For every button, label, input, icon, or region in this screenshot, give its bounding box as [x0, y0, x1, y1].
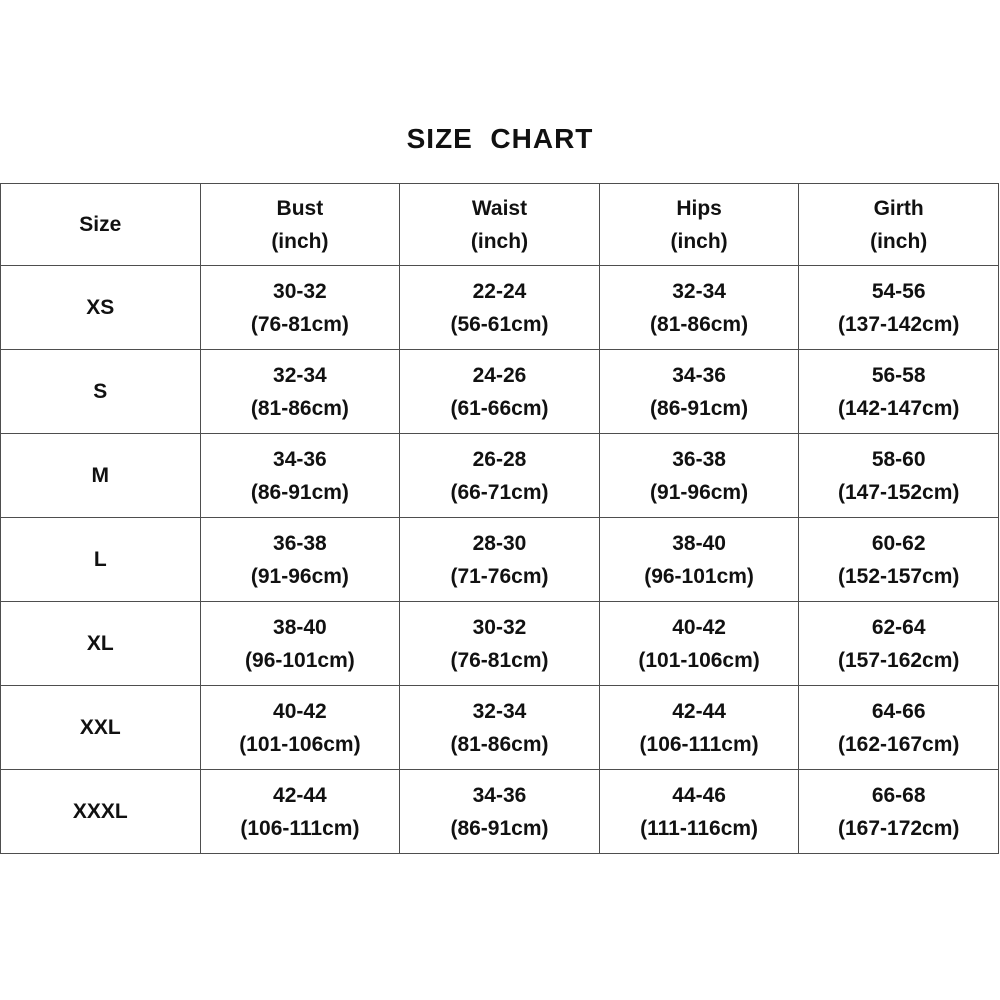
- hips-cm-value: (81-86cm): [650, 312, 749, 336]
- waist-cm-value: (76-81cm): [450, 648, 549, 672]
- girth-cell: [799, 518, 999, 602]
- waist-cm-value: (71-76cm): [450, 564, 549, 588]
- table-row-s: [1, 350, 999, 434]
- waist-inch-value: 22-24: [472, 279, 527, 303]
- waist-inch-value: 32-34: [472, 699, 527, 723]
- bust-cell: [200, 350, 400, 434]
- bust-cell: [200, 686, 400, 770]
- girth-cell: [799, 602, 999, 686]
- waist-cm-value: (56-61cm): [450, 312, 549, 336]
- hips-cell: [599, 266, 799, 350]
- header-bust-unit: (inch): [271, 229, 329, 253]
- bust-cm-value: (81-86cm): [250, 396, 349, 420]
- size-cell: [1, 266, 201, 350]
- table-row-xs: [1, 266, 999, 350]
- header-girth: [799, 184, 999, 266]
- girth-inch-value: 54-56: [871, 279, 926, 303]
- waist-cm-value: (86-91cm): [450, 816, 549, 840]
- size-label: L: [93, 548, 107, 571]
- header-girth-label: Girth: [873, 196, 924, 220]
- table-row-xxxl: [1, 770, 999, 854]
- girth-cell: [799, 266, 999, 350]
- size-label: M: [91, 464, 110, 487]
- size-cell: [1, 350, 201, 434]
- waist-cell: [400, 434, 600, 518]
- hips-cm-value: (96-101cm): [644, 564, 754, 588]
- waist-cell: [400, 602, 600, 686]
- waist-inch-value: 30-32: [472, 615, 527, 639]
- hips-cell: [599, 602, 799, 686]
- bust-cell: [200, 266, 400, 350]
- girth-cell: [799, 770, 999, 854]
- bust-cm-value: (86-91cm): [250, 480, 349, 504]
- size-label: XL: [86, 632, 114, 655]
- hips-cm-value: (111-116cm): [640, 816, 759, 840]
- size-cell: [1, 770, 201, 854]
- hips-cell: [599, 518, 799, 602]
- bust-inch-value: 38-40: [273, 615, 327, 639]
- header-hips-label: Hips: [676, 196, 722, 220]
- waist-cm-value: (81-86cm): [450, 732, 549, 756]
- hips-inch-value: 34-36: [672, 363, 726, 387]
- bust-inch-value: 36-38: [273, 531, 327, 555]
- hips-inch-value: 38-40: [672, 531, 726, 555]
- bust-cm-value: (96-101cm): [245, 648, 355, 672]
- size-cell: [1, 686, 201, 770]
- bust-cm-value: (101-106cm): [239, 732, 361, 756]
- bust-inch-value: 40-42: [273, 699, 327, 723]
- hips-inch-value: 42-44: [672, 699, 726, 723]
- girth-cm-value: (152-157cm): [837, 564, 960, 588]
- girth-cm-value: (147-152cm): [837, 480, 960, 504]
- hips-inch-value: 40-42: [672, 615, 726, 639]
- bust-cell: [200, 518, 400, 602]
- header-row: [1, 184, 999, 266]
- header-waist: [400, 184, 600, 266]
- header-waist-unit: (inch): [470, 229, 529, 253]
- waist-cell: [400, 518, 600, 602]
- header-bust-label: Bust: [276, 196, 324, 220]
- size-label: XXL: [79, 716, 121, 739]
- hips-inch-value: 36-38: [672, 447, 726, 471]
- hips-cell: [599, 350, 799, 434]
- hips-inch-value: 32-34: [672, 279, 726, 303]
- size-label: XXXL: [72, 800, 128, 823]
- girth-cell: [799, 350, 999, 434]
- hips-cm-value: (101-106cm): [638, 648, 760, 672]
- girth-cell: [799, 686, 999, 770]
- waist-cell: [400, 266, 600, 350]
- girth-cm-value: (162-167cm): [837, 732, 960, 756]
- bust-inch-value: 42-44: [273, 783, 327, 807]
- size-label: XS: [86, 296, 115, 319]
- bust-inch-value: 34-36: [273, 447, 327, 471]
- header-hips: [599, 184, 799, 266]
- bust-cell: [200, 602, 400, 686]
- girth-inch-value: 64-66: [871, 699, 926, 723]
- waist-inch-value: 34-36: [472, 783, 527, 807]
- header-girth-unit: (inch): [870, 229, 928, 253]
- bust-inch-value: 32-34: [273, 363, 327, 387]
- header-size: [1, 184, 201, 266]
- size-cell: [1, 434, 201, 518]
- waist-inch-value: 28-30: [472, 531, 527, 555]
- table-body: [1, 266, 999, 854]
- bust-cell: [200, 434, 400, 518]
- waist-cell: [400, 770, 600, 854]
- waist-cm-value: (61-66cm): [450, 396, 549, 420]
- bust-cell: [200, 770, 400, 854]
- waist-cm-value: (66-71cm): [450, 480, 549, 504]
- waist-cell: [400, 350, 600, 434]
- table-row-m: [1, 434, 999, 518]
- girth-cm-value: (167-172cm): [837, 816, 960, 840]
- table-row-xl: [1, 602, 999, 686]
- header-size-label: Size: [79, 213, 122, 236]
- table-row-l: [1, 518, 999, 602]
- hips-cm-value: (106-111cm): [639, 732, 759, 756]
- table-header: [1, 184, 999, 266]
- size-cell: [1, 518, 201, 602]
- girth-cm-value: (137-142cm): [837, 312, 960, 336]
- header-bust: [200, 184, 400, 266]
- page-title: SIZE CHART: [406, 123, 594, 154]
- girth-cm-value: (157-162cm): [837, 648, 960, 672]
- hips-inch-value: 44-46: [672, 783, 726, 807]
- hips-cm-value: (91-96cm): [650, 480, 749, 504]
- girth-cm-value: (142-147cm): [837, 396, 960, 420]
- waist-inch-value: 26-28: [472, 447, 527, 471]
- size-chart-table: [0, 183, 999, 854]
- bust-cm-value: (106-111cm): [240, 816, 360, 840]
- girth-inch-value: 56-58: [871, 363, 926, 387]
- bust-cm-value: (91-96cm): [250, 564, 349, 588]
- size-label: S: [93, 380, 108, 403]
- size-cell: [1, 602, 201, 686]
- girth-inch-value: 58-60: [871, 447, 926, 471]
- bust-cm-value: (76-81cm): [250, 312, 349, 336]
- hips-cell: [599, 686, 799, 770]
- header-waist-label: Waist: [471, 196, 528, 220]
- hips-cell: [599, 434, 799, 518]
- hips-cm-value: (86-91cm): [650, 396, 749, 420]
- bust-inch-value: 30-32: [273, 279, 327, 303]
- waist-inch-value: 24-26: [472, 363, 527, 387]
- header-hips-unit: (inch): [670, 229, 728, 253]
- hips-cell: [599, 770, 799, 854]
- girth-inch-value: 60-62: [871, 531, 926, 555]
- girth-inch-value: 62-64: [871, 615, 926, 639]
- waist-cell: [400, 686, 600, 770]
- girth-cell: [799, 434, 999, 518]
- girth-inch-value: 66-68: [871, 783, 926, 807]
- table-row-xxl: [1, 686, 999, 770]
